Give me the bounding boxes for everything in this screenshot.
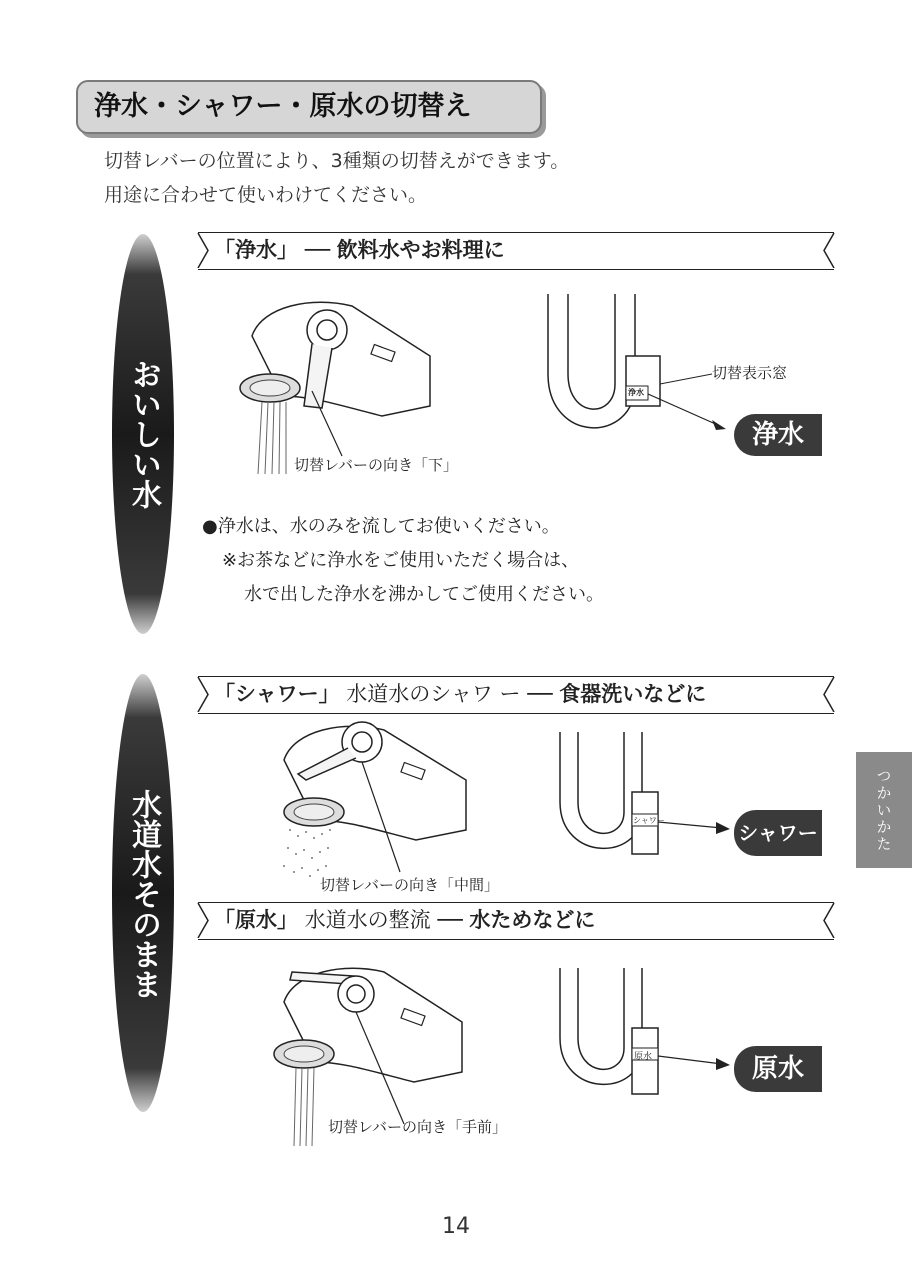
window-label-raw: 原水: [634, 1052, 653, 1062]
chevron-left-icon: [196, 233, 210, 268]
faucet-head-lever-middle-illustration: [270, 720, 470, 880]
chevron-left-icon: [196, 903, 210, 938]
usage-label: 飲料水やお料理に: [336, 238, 505, 262]
page-number: 14: [442, 1214, 470, 1239]
mode-label: シャワー: [235, 682, 319, 706]
window-label-shower: シャワー: [633, 816, 665, 825]
window-label-purified: 浄水: [628, 388, 644, 397]
spout-raw-illustration: [552, 968, 732, 1100]
lever-caption-down: 切替レバーの向き「下」: [294, 456, 458, 474]
pill-label: 水道水そのまま: [126, 789, 161, 999]
usage-label: 食器洗いなどに: [559, 682, 707, 706]
desc-label: 水道水のシャワ ー: [346, 682, 521, 706]
mode-badge-shower: シャワー: [734, 810, 822, 856]
note-line-1: ●浄水は、水のみを流してお使いください。: [202, 516, 560, 537]
heading-shower: [198, 676, 834, 714]
side-index-tab[interactable]: つかいかた: [856, 752, 912, 868]
note-line-2: ※お茶などに浄水をご使用いただく場合は、: [222, 550, 580, 571]
intro-line-1: 切替レバーの位置により、3種類の切替えができます。: [104, 150, 570, 172]
mode-label: 浄水: [235, 238, 277, 262]
page-title: 浄水・シャワー・原水の切替え: [76, 80, 542, 134]
chevron-right-icon: [822, 233, 836, 268]
heading-text: 「シャワー」 水道水のシャワ ー ── 食器洗いなどに: [214, 682, 707, 706]
heading-raw-water: [198, 902, 834, 940]
section-pill-tap-water: [112, 674, 174, 1112]
spout-shower-illustration: [552, 732, 732, 862]
mode-badge-raw: 原水: [734, 1046, 822, 1092]
lever-caption-front: 切替レバーの向き「手前」: [328, 1118, 507, 1136]
switch-window-caption: 切替表示窓: [712, 364, 788, 382]
mode-label: 原水: [235, 908, 277, 932]
faucet-head-lever-down-illustration: [232, 296, 432, 476]
desc-label: 水道水の整流: [304, 908, 431, 932]
chevron-right-icon: [822, 903, 836, 938]
note-line-3: 水で出した浄水を沸かしてご使用ください。: [244, 584, 604, 605]
pill-label: おいしい水: [126, 359, 161, 509]
spout-purified-illustration: [540, 294, 730, 444]
lever-caption-middle: 切替レバーの向き「中間」: [320, 876, 499, 894]
chevron-right-icon: [822, 677, 836, 712]
heading-purified: [198, 232, 834, 270]
heading-text: 「原水」 水道水の整流 ── 水ためなどに: [214, 908, 596, 932]
chevron-left-icon: [196, 677, 210, 712]
usage-label: 水ためなどに: [469, 908, 596, 932]
intro-line-2: 用途に合わせて使いわけてください。: [104, 184, 428, 206]
section-pill-tasty-water: [112, 234, 174, 634]
mode-badge-purified: 浄水: [734, 414, 822, 456]
heading-text: 「浄水」 ── 飲料水やお料理に: [214, 238, 505, 262]
